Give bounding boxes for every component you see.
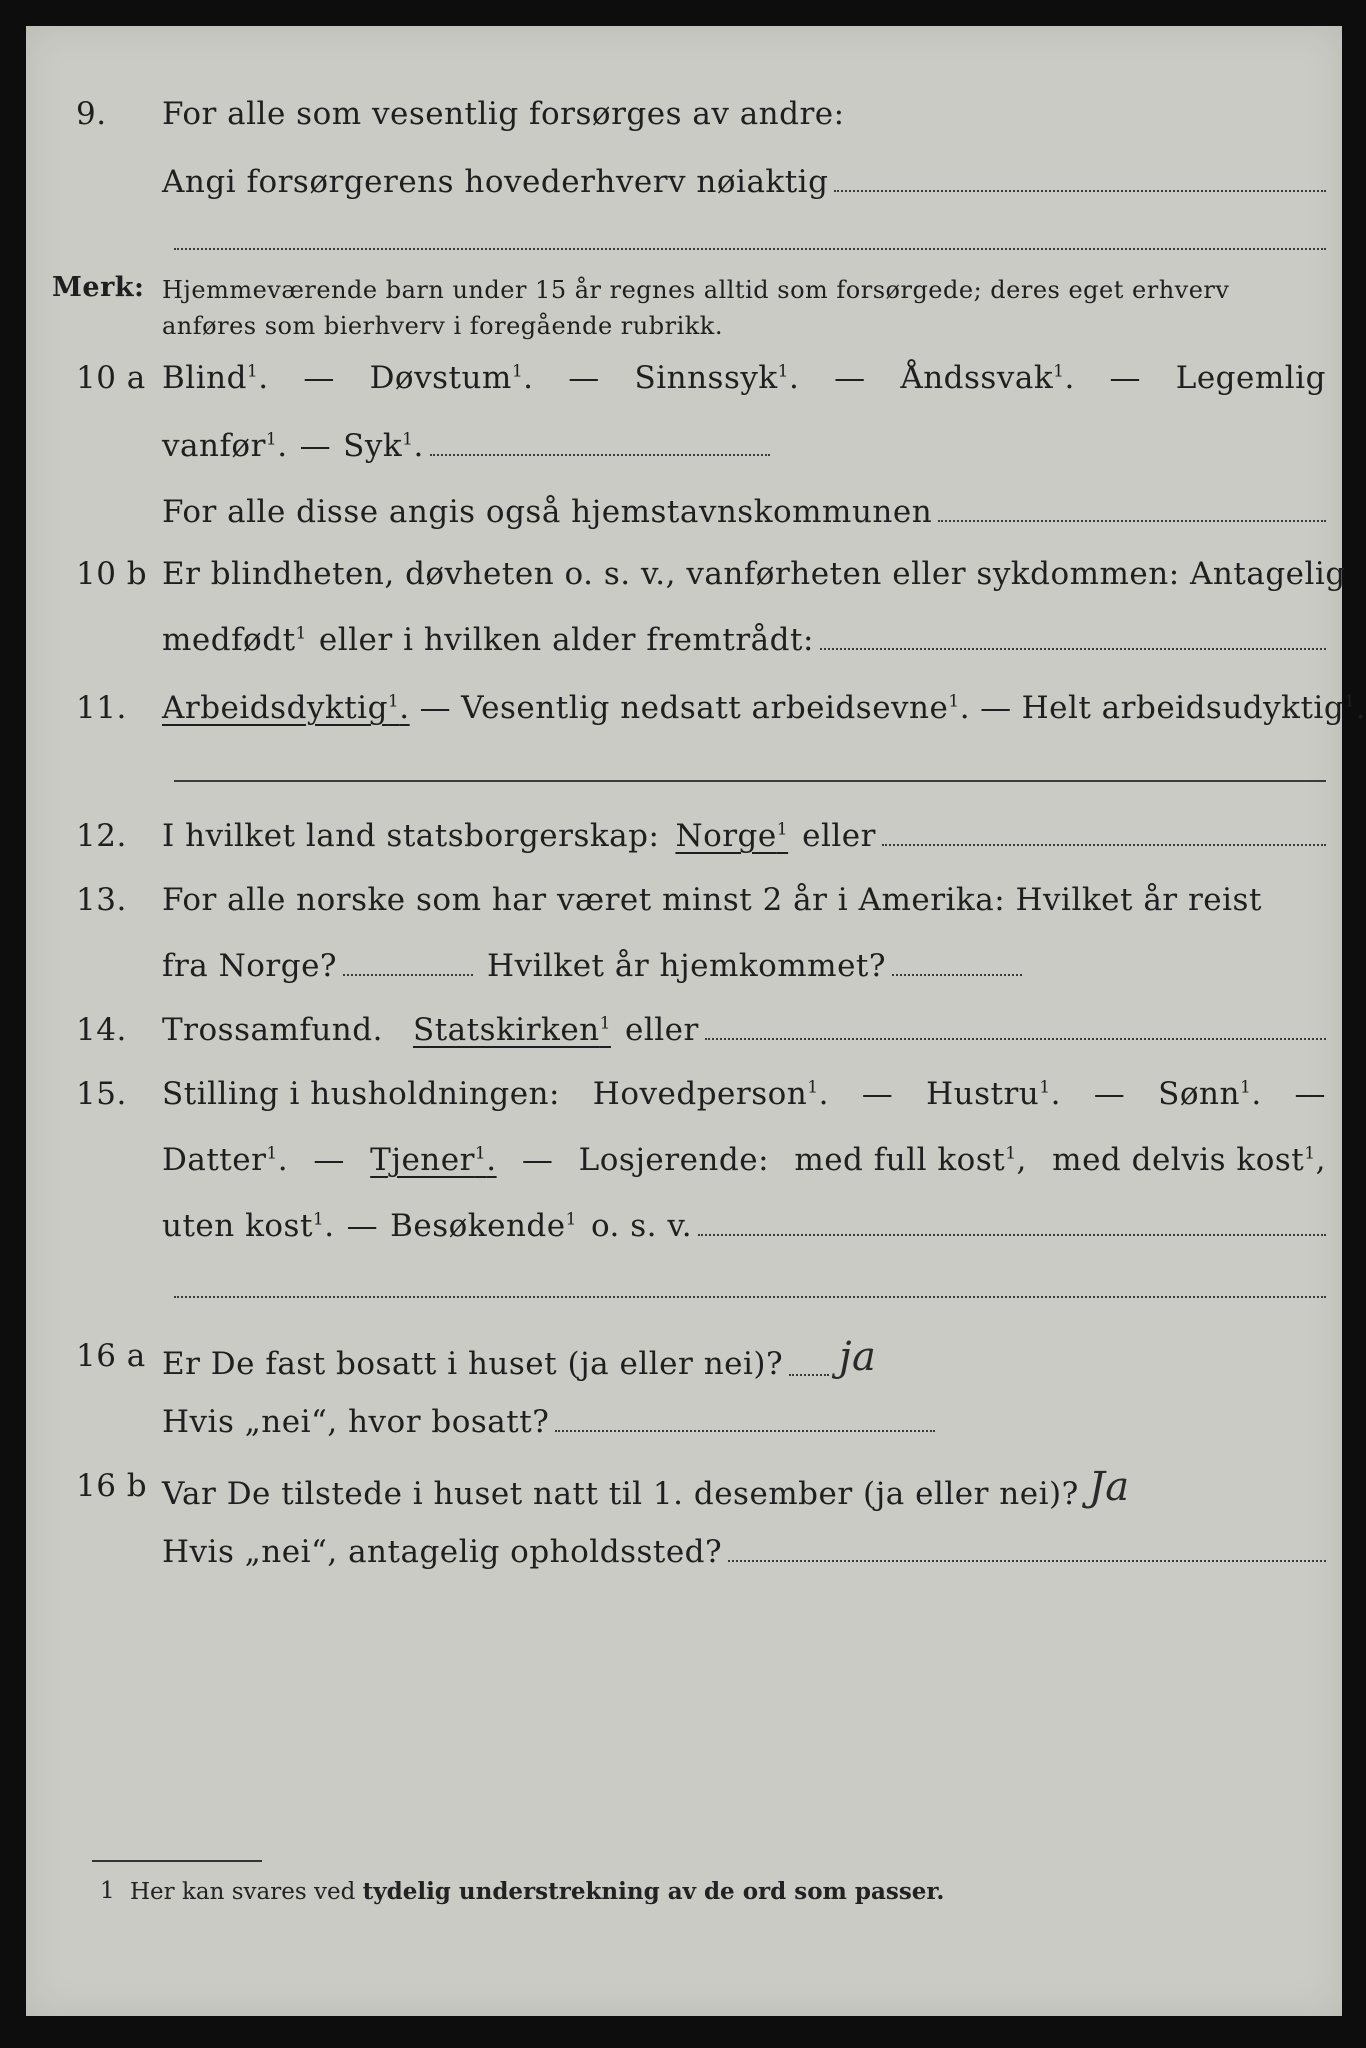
q15-text-line1: Stilling i husholdningen: (162, 1076, 560, 1112)
q16a-answer-line[interactable] (789, 1374, 829, 1376)
q16a-bosatt-answer-line[interactable] (555, 1430, 935, 1432)
option-nedsatt-arbeidsevne[interactable]: Vesentlig nedsatt arbeidsevne (461, 690, 949, 726)
option-statskirken[interactable]: Statskirken (412, 1012, 600, 1048)
q14-answer-line[interactable] (705, 1038, 1326, 1040)
option-sonn[interactable]: Sønn (1158, 1076, 1240, 1112)
q12-text: I hvilket land statsborgerskap: (162, 818, 660, 854)
q16b-handwritten-answer: Ja (1088, 1464, 1130, 1510)
q13-fra-norge-answer-line[interactable] (343, 974, 473, 976)
footnote-ref: 1 (948, 691, 960, 712)
option-tjener[interactable]: Tjener (370, 1142, 475, 1178)
q14-eller: eller (624, 1012, 699, 1048)
footnote-ref: 1 (1039, 1077, 1051, 1098)
q9-text-line2: Angi forsørgerens hovederhverv nøiaktig (162, 164, 829, 200)
separator-dash: — (1294, 1076, 1326, 1112)
q11-answer-line[interactable] (174, 780, 1326, 782)
q13-hjemkommet: Hvilket år hjemkommet? (487, 948, 887, 984)
q11-number: 11. (76, 690, 127, 726)
option-syk[interactable]: Syk (343, 428, 403, 464)
q9-number: 9. (76, 96, 107, 132)
q13-text-line1: For alle norske som har været minst 2 år i Amerika: Hvilket år reist (162, 882, 1262, 918)
footnote-ref: 1 (807, 1077, 819, 1098)
footnote-ref: 1 (1005, 1143, 1017, 1164)
q15-answer-line[interactable] (698, 1234, 1326, 1236)
q13-number: 13. (76, 882, 127, 918)
separator-dash: — (299, 428, 332, 464)
q16b-answer-line[interactable] (728, 1560, 1326, 1562)
option-full-kost[interactable]: med full kost (794, 1142, 1006, 1178)
q10a-text-line3: For alle disse angis også hjemstavnskommunen (162, 494, 933, 530)
footnote-text-bold: tydelig understrekning av de ord som passer. (362, 1878, 945, 1905)
footnote-ref: 1 (1344, 691, 1356, 712)
option-arbeidsudyktig[interactable]: Helt arbeidsudyktig (1021, 690, 1345, 726)
separator-dash: — (419, 690, 452, 726)
q12-answer-line[interactable] (882, 844, 1326, 846)
option-vanfor[interactable]: vanfør (162, 428, 266, 464)
option-hovedperson[interactable]: Hovedperson (592, 1076, 808, 1112)
q16b-number: 16 b (76, 1468, 148, 1504)
q13-hjemkommet-answer-line[interactable] (892, 974, 1022, 976)
footnote-ref: 1 (776, 819, 789, 840)
option-dovstum[interactable]: Døvstum (369, 360, 512, 396)
separator-dash: — (313, 1142, 345, 1178)
footnote-ref: 1 (1053, 361, 1065, 382)
q12-number: 12. (76, 818, 127, 854)
q10b-text-line1: Er blindheten, døvheten o. s. v., vanførheten eller sykdommen: Antagelig (162, 556, 1346, 592)
footnote-rule (92, 1860, 262, 1862)
footnote-text-plain: Her kan svares ved (130, 1879, 356, 1905)
separator-dash: — (980, 690, 1012, 726)
footnote-ref: 1 (511, 361, 524, 382)
footnote-ref: 1 (565, 1209, 577, 1230)
footnote-ref: 1 (599, 1013, 611, 1034)
q9-answer-line-2[interactable] (174, 248, 1326, 250)
option-andssvak[interactable]: Åndssvak (900, 360, 1054, 396)
merk-label: Merk: (52, 272, 145, 303)
footnote-ref: 1 (312, 1209, 325, 1230)
footnote-ref: 1 (474, 1143, 487, 1164)
q14-number: 14. (76, 1012, 127, 1048)
q15-osv: o. s. v. (590, 1208, 693, 1244)
separator-dash: — (1109, 360, 1142, 396)
footnote-ref: 1 (387, 691, 400, 712)
q10b-number: 10 b (76, 556, 148, 592)
separator-dash: — (303, 360, 335, 396)
q13-fra-norge: fra Norge? (162, 948, 338, 984)
footnote-ref: 1 (246, 361, 259, 382)
separator-dash: — (521, 1142, 554, 1178)
footnote-ref: 1 (265, 429, 278, 450)
footnote-mark: 1 (100, 1878, 115, 1904)
separator-dash: — (1093, 1076, 1126, 1112)
option-datter[interactable]: Datter (162, 1142, 267, 1178)
q10a-number: 10 a (76, 360, 146, 396)
option-delvis-kost[interactable]: med delvis kost (1052, 1142, 1305, 1178)
q9-text-line1: For alle som vesentlig forsørges av andre: (162, 96, 845, 132)
q14-text: Trossamfund. (162, 1012, 383, 1048)
footnote-ref: 1 (402, 429, 414, 450)
q16a-text-line1: Er De fast bosatt i huset (ja eller nei)? (162, 1346, 784, 1382)
footnote-ref: 1 (1304, 1143, 1316, 1164)
separator-dash: — (346, 1208, 379, 1244)
option-uten-kost[interactable]: uten kost (162, 1208, 313, 1244)
option-besokende[interactable]: Besøkende (390, 1208, 566, 1244)
q15-answer-line-2[interactable] (174, 1296, 1326, 1298)
separator-dash: — (834, 360, 866, 396)
footnote-ref: 1 (1239, 1077, 1252, 1098)
separator-dash: — (861, 1076, 894, 1112)
q16a-text-line2: Hvis „nei“, hvor bosatt? (162, 1404, 550, 1440)
q10b-answer-line[interactable] (820, 648, 1326, 650)
separator-dash: — (568, 360, 600, 396)
option-legemlig[interactable]: Legemlig (1175, 360, 1326, 396)
option-arbeidsdyktig[interactable]: Arbeidsdyktig (162, 690, 388, 726)
q9-answer-line[interactable] (834, 190, 1326, 192)
q15-losjerende: Losjerende: (578, 1142, 770, 1178)
q10a-hjemstavn-answer-line[interactable] (938, 520, 1326, 522)
q16b-text-line2: Hvis „nei“, antagelig opholdssted? (162, 1534, 723, 1570)
q10b-text-line2: eller i hvilken alder fremtrådt: (318, 622, 814, 658)
q10a-syk-answer-line[interactable] (430, 454, 770, 456)
option-blind[interactable]: Blind (162, 360, 247, 396)
option-norge[interactable]: Norge (675, 818, 777, 854)
q16a-number: 16 a (76, 1338, 146, 1374)
option-sinnssyk[interactable]: Sinnssyk (634, 360, 778, 396)
footnote-ref: 1 (266, 1143, 278, 1164)
option-medfodt[interactable]: medfødt (162, 622, 296, 658)
q16b-text-line1: Var De tilstede i huset natt til 1. desember (ja eller nei)? (162, 1476, 1079, 1512)
footnote-ref: 1 (777, 361, 790, 382)
q16a-handwritten-answer: ja (839, 1334, 877, 1380)
footnote-ref: 1 (295, 623, 307, 644)
q12-eller: eller (802, 818, 876, 854)
footnote (100, 1878, 945, 1905)
option-hustru[interactable]: Hustru (926, 1076, 1040, 1112)
merk-text: Hjemmeværende barn under 15 år regnes alltid som forsørgede; deres eget erhverv anføres som bierhverv i foregående rubrikk. (162, 276, 1230, 340)
q15-number: 15. (76, 1076, 127, 1112)
